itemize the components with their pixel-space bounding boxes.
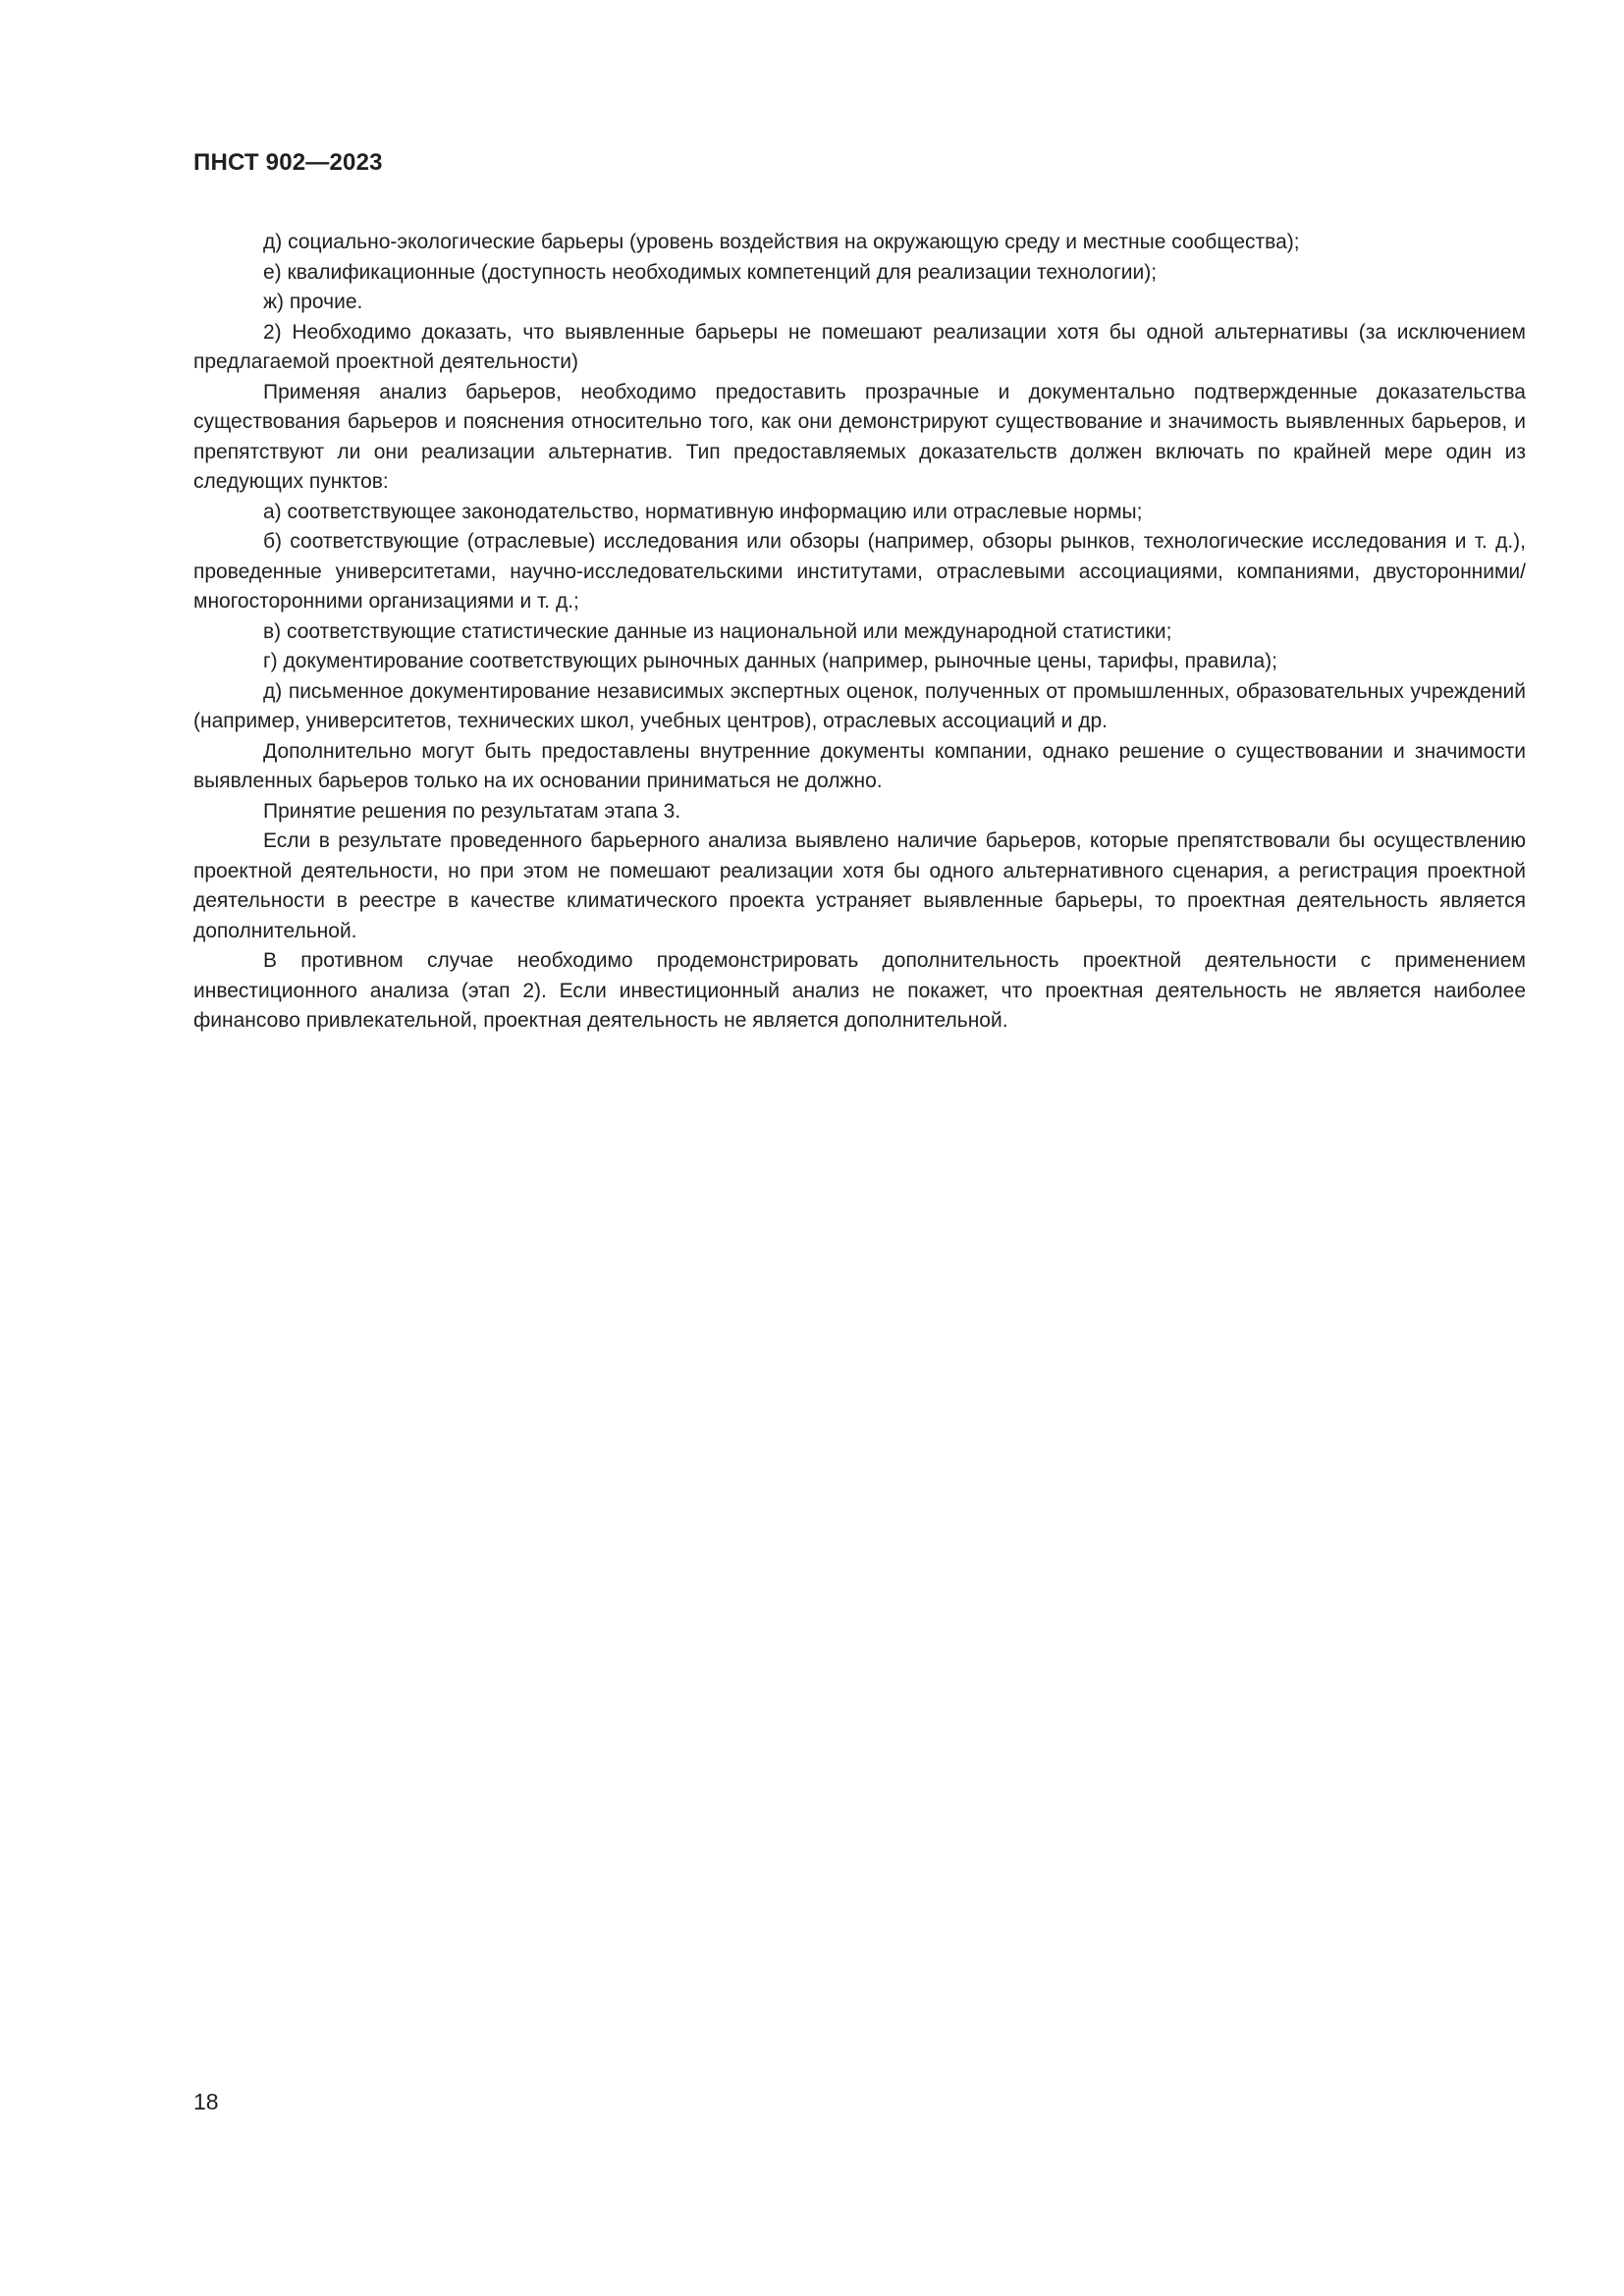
paragraph-additionality-otherwise: В противном случае необходимо продемонстрировать дополнительность проектной деятельности с применением инвестиционного анализа (этап 2). Если инвестиционный анализ не покажет, что проектная деятельность не является наиболее финансово привлекательной, проектная деятельность не является дополнительной. — [193, 949, 1526, 1032]
paragraph-internal-documents: Дополнительно могут быть предоставлены внутренние документы компании, однако решение о существовании и значимости выявленных барьеров только на их основании приниматься не должно. — [193, 739, 1526, 792]
list-item-evidence-e: д) письменное документирование независимых экспертных оценок, полученных от промышленных, образовательных учреждений (например, университетов, технических школ, учебных центров), отраслевых ассоциаций и др. — [193, 679, 1526, 732]
list-item-evidence-d: г) документирование соответствующих рыночных данных (например, рыночные цены, тарифы, правила); — [263, 650, 1277, 672]
list-item-qualification-barriers: е) квалификационные (доступность необходимых компетенций для реализации технологии); — [263, 260, 1158, 284]
paragraph-requirement-2: 2) Необходимо доказать, что выявленные барьеры не помешают реализации хотя бы одной альтернативы (за исключением предлагаемой проектной деятельности) — [193, 320, 1526, 373]
paragraph-barrier-analysis-evidence: Применяя анализ барьеров, необходимо предоставить прозрачные и документально подтвержденные доказательства существования барьеров и пояснения относительно того, как они демонстрируют существование и значимость выявленных барьеров, и препятствуют ли они реализации альтернатив. Тип предоставляемых доказательств должен включать по крайней мере один из следующих пунктов: — [193, 380, 1526, 493]
paragraph-stage-3-decision: Принятие решения по результатам этапа 3. — [263, 799, 681, 823]
list-item-evidence-c: в) соответствующие статистические данные из национальной или международной статистики; — [263, 619, 1172, 643]
page-number: 18 — [193, 2089, 219, 2114]
document-body — [193, 228, 1526, 1037]
list-item-evidence-a: а) соответствующее законодательство, нормативную информацию или отраслевые нормы; — [263, 500, 1143, 523]
list-item-social-ecological-barriers: д) социально-экологические барьеры (уровень воздействия на окружающую среду и местные сообщества); — [263, 231, 1300, 253]
list-item-evidence-b: б) соответствующие (отраслевые) исследования или обзоры (например, обзоры рынков, технологические исследования и т. д.), проведенные университетами, научно-исследовательскими институтами, отраслевыми ассоциациями, компаниями, двусторонними/многосторонними организациями и т. д.; — [193, 530, 1526, 613]
list-item-other-barriers: ж) прочие. — [263, 291, 363, 313]
document-designation: ПНСТ 902—2023 — [193, 149, 383, 176]
paragraph-additionality-positive: Если в результате проведенного барьерного анализа выявлено наличие барьеров, которые препятствовали бы осуществлению проектной деятельности, но при этом не помешают реализации хотя бы одного альтернативного сценария, а регистрация проектной деятельности в реестре в качестве климатического проекта устраняет выявленные барьеры, то проектная деятельность является дополнительной. — [193, 829, 1526, 942]
